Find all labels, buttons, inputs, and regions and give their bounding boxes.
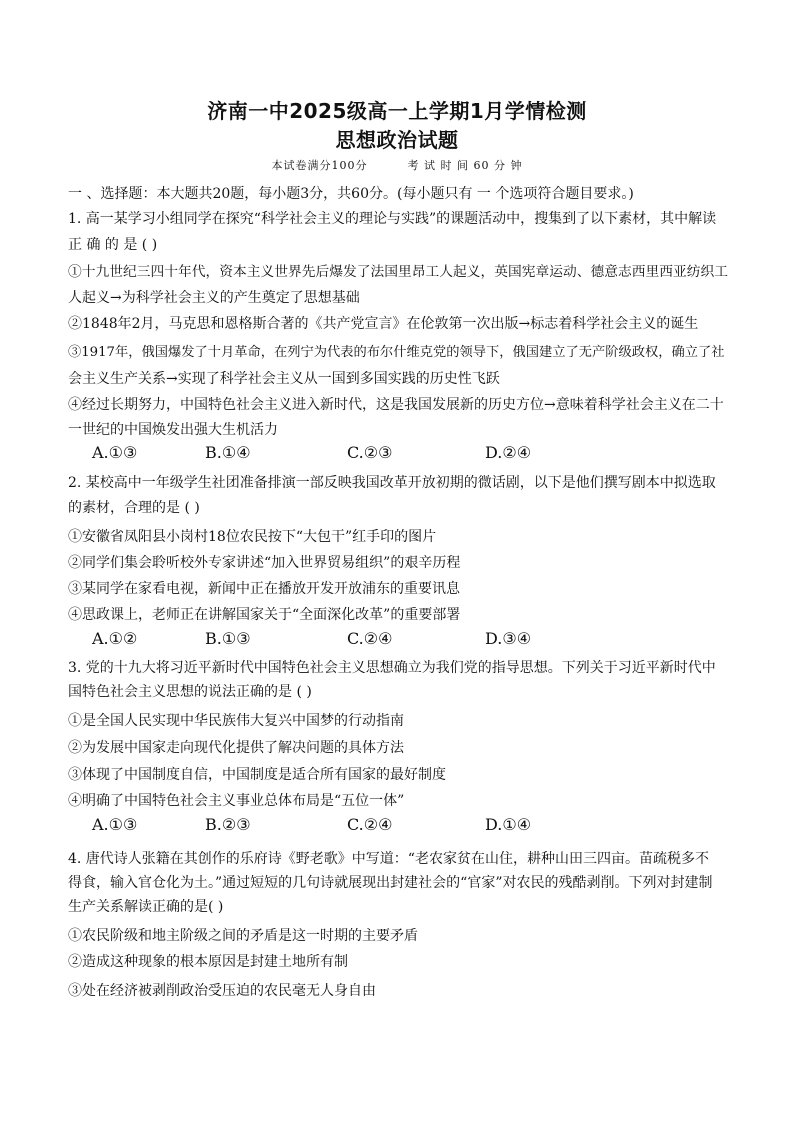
option-d[interactable]: D.①④ (485, 815, 532, 834)
question-1-stem: 1. 高一某学习小组同学在探究“科学社会主义的理论与实践”的课题活动中，搜集到了以下素材，其中解读 (68, 211, 717, 227)
question-2-stem-cont: 的素材，合理的是 ( ) (68, 500, 200, 516)
question-2-item: ①安徽省凤阳县小岗村18位农民按下“大包干”红手印的图片 (68, 529, 437, 545)
question-3-stem: 3. 党的十九大将习近平新时代中国特色社会主义思想确立为我们党的指导思想。下列关于习近平新时代中 (68, 660, 716, 676)
question-4-item: ①农民阶级和地主阶级之间的矛盾是这一时期的主要矛盾 (68, 928, 418, 944)
exam-info (0, 157, 794, 173)
time-info: 考 试 时 间 60 分 钟 (407, 159, 523, 172)
question-2-item: ④思政课上，老师正在讲解国家关于“全面深化改革”的重要部署 (68, 607, 461, 623)
question-1-stem-cont: 正 确 的 是 ( ) (68, 237, 158, 253)
question-2-item: ②同学们集会聆听校外专家讲述“加入世界贸易组织”的艰辛历程 (68, 555, 461, 571)
option-b[interactable]: B.①④ (205, 443, 251, 462)
option-a[interactable]: A.①③ (92, 815, 138, 834)
option-d[interactable]: D.②④ (485, 443, 532, 462)
question-4-stem-cont: 生产关系解读正确的是( ) (68, 899, 224, 915)
question-4-item: ③处在经济被剥削政治受压迫的农民毫无人身自由 (68, 983, 376, 999)
question-1-item: ①十九世纪三四十年代，资本主义世界先后爆发了法国里昂工人起义，英国宪章运动、德意志西里西亚纺织工 (68, 264, 729, 280)
question-4-item: ②造成这种现象的根本原因是封建土地所有制 (68, 954, 348, 970)
question-3-item: ③体现了中国制度自信，中国制度是适合所有国家的最好制度 (68, 767, 446, 783)
score-info: 本试卷满分100分 (271, 159, 368, 172)
question-4-stem: 4. 唐代诗人张籍在其创作的乐府诗《野老歌》中写道：“老农家贫在山住，耕种山田三四亩。苗疏税多不 (68, 851, 709, 867)
question-2-item: ③某同学在家看电视，新闻中正在播放开发开放浦东的重要讯息 (68, 581, 460, 597)
question-3-item: ④明确了中国特色社会主义事业总体布局是“五位一体” (68, 793, 405, 809)
option-c[interactable]: C.②④ (347, 629, 393, 648)
question-1-item: 会主义生产关系→实现了科学社会主义从一国到多国实践的历史性飞跃 (68, 371, 500, 387)
question-1-item: ④经过长期努力，中国特色社会主义进入新时代，这是我国发展新的历史方位→意味着科学社会主义在二十 (68, 397, 724, 413)
question-3-stem-cont: 国特色社会主义思想的说法正确的是 ( ) (68, 684, 312, 700)
question-4-stem-cont: 得食，输入官仓化为土。”通过短短的几句诗就展现出封建社会的“官家”对农民的残酷剥削。下列对封建制 (68, 875, 713, 891)
option-c[interactable]: C.②④ (347, 815, 393, 834)
question-1-item: 人起义→为科学社会主义的产生奠定了思想基础 (68, 290, 360, 306)
option-a[interactable]: A.①② (92, 629, 138, 648)
question-1-item: ③1917年，俄国爆发了十月革命，在列宁为代表的布尔什维克党的领导下，俄国建立了无产阶级政权，确立了社 (68, 345, 725, 360)
exam-subject-title: 思想政治试题 (335, 128, 459, 152)
question-1-item: ②1848年2月，马克思和恩格斯合著的《共产党宣言》在伦敦第一次出版→标志着科学社会主义的诞生 (68, 316, 699, 332)
option-b[interactable]: B.①③ (205, 629, 251, 648)
question-2-stem: 2. 某校高中一年级学生社团准备排演一部反映我国改革开放初期的微话剧，以下是他们撰写剧本中拟选取 (68, 475, 716, 491)
question-3-item: ②为发展中国家走向现代化提供了解决问题的具体方法 (68, 740, 404, 756)
option-b[interactable]: B.②③ (205, 815, 251, 834)
option-c[interactable]: C.②③ (347, 443, 393, 462)
exam-title: 济南一中2025级高一上学期1月学情检测 (207, 99, 587, 123)
question-1-item: 一世纪的中国焕发出强大生机活力 (68, 422, 278, 438)
question-3-item: ①是全国人民实现中华民族伟大复兴中国梦的行动指南 (68, 713, 404, 729)
section-heading: 一 、选择题：本大题共20题，每小题3分，共60分。(每小题只有 一 个选项符合题目要求。) (68, 186, 634, 202)
option-a[interactable]: A.①③ (92, 443, 138, 462)
option-d[interactable]: D.③④ (485, 629, 532, 648)
